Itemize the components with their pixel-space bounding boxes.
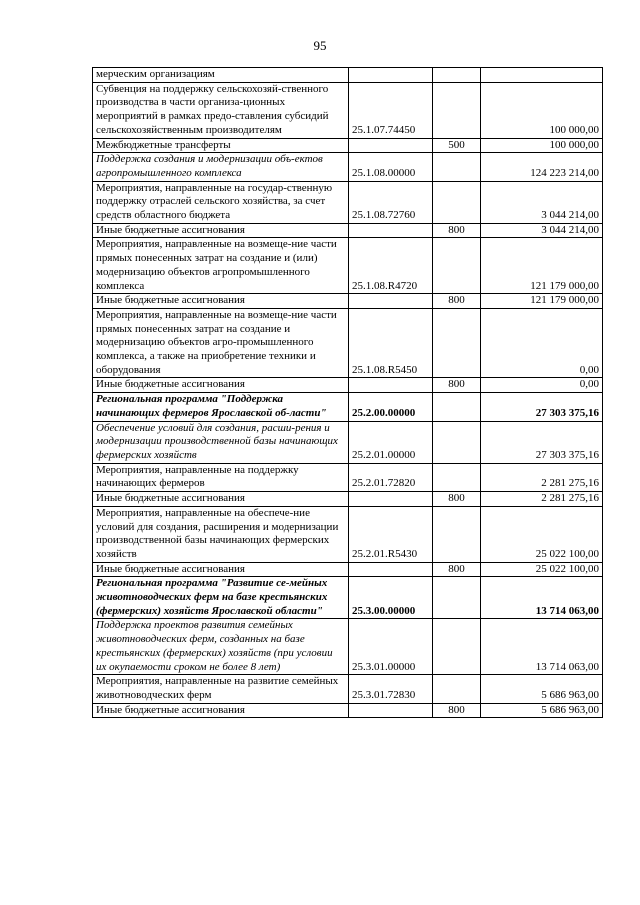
- target-code-cell: 25.1.08.72760: [349, 181, 433, 223]
- table-row: [93, 619, 603, 675]
- amount-cell: 0,00: [481, 308, 603, 378]
- expense-type-cell: 800: [433, 223, 481, 238]
- expense-type-cell: [433, 308, 481, 378]
- amount-cell: 3 044 214,00: [481, 223, 603, 238]
- target-code-cell: 25.3.01.72830: [349, 675, 433, 703]
- amount-cell: 100 000,00: [481, 138, 603, 153]
- item-name-cell: Мероприятия, направленные на государ-ственную поддержку отраслей сельского хозяйства, за счет средств областного бюджета: [93, 181, 349, 223]
- target-code-cell: [349, 68, 433, 83]
- table-row: [93, 68, 603, 83]
- amount-cell: [481, 68, 603, 83]
- table-row: [93, 223, 603, 238]
- amount-cell: 100 000,00: [481, 82, 603, 138]
- table-row: [93, 82, 603, 138]
- item-name-cell: Иные бюджетные ассигнования: [93, 378, 349, 393]
- item-name-cell: Мероприятия, направленные на возмеще-ние части прямых понесенных затрат на создание и модернизацию объектов агро-промышленного комплекса, а также на приобретение техники и оборудования: [93, 308, 349, 378]
- amount-cell: 25 022 100,00: [481, 562, 603, 577]
- amount-cell: 121 179 000,00: [481, 294, 603, 309]
- item-name-cell: Мероприятия, направленные на обеспече-ние условий для создания, расширения и модернизации производственной базы начинающих фермерских хозяйств: [93, 506, 349, 562]
- table-row: [93, 294, 603, 309]
- item-name-cell: Поддержка проектов развития семейных животноводческих ферм, созданных на базе крестьянских (фермерских) хозяйств (при условии их окупаемости сроком не более 8 лет): [93, 619, 349, 675]
- amount-cell: 25 022 100,00: [481, 506, 603, 562]
- table-row: [93, 577, 603, 619]
- target-code-cell: [349, 492, 433, 507]
- table-row: [93, 463, 603, 491]
- table-row: [93, 506, 603, 562]
- target-code-cell: [349, 138, 433, 153]
- amount-cell: 121 179 000,00: [481, 238, 603, 294]
- item-name-cell: Иные бюджетные ассигнования: [93, 562, 349, 577]
- table-row: [93, 308, 603, 378]
- table-row: [93, 675, 603, 703]
- target-code-cell: 25.2.01.72820: [349, 463, 433, 491]
- target-code-cell: 25.3.01.00000: [349, 619, 433, 675]
- table-row: [93, 393, 603, 421]
- amount-cell: 0,00: [481, 378, 603, 393]
- target-code-cell: 25.2.01.R5430: [349, 506, 433, 562]
- expense-type-cell: 800: [433, 492, 481, 507]
- item-name-cell: Иные бюджетные ассигнования: [93, 492, 349, 507]
- budget-table-body: [93, 68, 603, 718]
- amount-cell: 124 223 214,00: [481, 153, 603, 181]
- budget-table: [92, 67, 603, 718]
- target-code-cell: [349, 562, 433, 577]
- amount-cell: 13 714 063,00: [481, 619, 603, 675]
- amount-cell: 27 303 375,16: [481, 393, 603, 421]
- item-name-cell: Межбюджетные трансферты: [93, 138, 349, 153]
- target-code-cell: 25.1.07.74450: [349, 82, 433, 138]
- expense-type-cell: 800: [433, 703, 481, 718]
- amount-cell: 2 281 275,16: [481, 463, 603, 491]
- expense-type-cell: 800: [433, 294, 481, 309]
- page-number: 95: [313, 38, 327, 53]
- expense-type-cell: [433, 619, 481, 675]
- item-name-cell: Мероприятия, направленные на развитие семейных животноводческих ферм: [93, 675, 349, 703]
- amount-cell: 5 686 963,00: [481, 675, 603, 703]
- expense-type-cell: [433, 675, 481, 703]
- target-code-cell: 25.1.08.00000: [349, 153, 433, 181]
- target-code-cell: [349, 223, 433, 238]
- table-row: [93, 421, 603, 463]
- expense-type-cell: [433, 238, 481, 294]
- item-name-cell: Иные бюджетные ассигнования: [93, 223, 349, 238]
- amount-cell: 2 281 275,16: [481, 492, 603, 507]
- expense-type-cell: 500: [433, 138, 481, 153]
- target-code-cell: 25.2.00.00000: [349, 393, 433, 421]
- expense-type-cell: [433, 68, 481, 83]
- item-name-cell: Обеспечение условий для создания, расши-рения и модернизации производственной базы начинающих фермерских хозяйств: [93, 421, 349, 463]
- item-name-cell: Иные бюджетные ассигнования: [93, 294, 349, 309]
- expense-type-cell: [433, 82, 481, 138]
- target-code-cell: [349, 378, 433, 393]
- table-row: [93, 562, 603, 577]
- item-name-cell: Поддержка создания и модернизации объ-ектов агропромышленного комплекса: [93, 153, 349, 181]
- target-code-cell: 25.2.01.00000: [349, 421, 433, 463]
- expense-type-cell: [433, 181, 481, 223]
- expense-type-cell: [433, 463, 481, 491]
- item-name-cell: Субвенция на поддержку сельскохозяй-ственного производства в части организа-ционных мероприятий в рамках предо-ставления субсидий сельскохозяйственным производителям: [93, 82, 349, 138]
- amount-cell: 3 044 214,00: [481, 181, 603, 223]
- table-row: [93, 378, 603, 393]
- target-code-cell: 25.1.08.R4720: [349, 238, 433, 294]
- expense-type-cell: [433, 393, 481, 421]
- item-name-cell: мерческим организациям: [93, 68, 349, 83]
- target-code-cell: [349, 294, 433, 309]
- expense-type-cell: [433, 421, 481, 463]
- expense-type-cell: 800: [433, 562, 481, 577]
- item-name-cell: Мероприятия, направленные на возмеще-ние части прямых понесенных затрат на создание и (или) модернизацию объектов агропромышленного комплекса: [93, 238, 349, 294]
- item-name-cell: Мероприятия, направленные на поддержку начинающих фермеров: [93, 463, 349, 491]
- table-row: [93, 138, 603, 153]
- table-row: [93, 181, 603, 223]
- item-name-cell: Региональная программа "Развитие се-мейных животноводческих ферм на базе крестьянских (фермерских) хозяйств Ярославской области": [93, 577, 349, 619]
- table-row: [93, 238, 603, 294]
- table-row: [93, 703, 603, 718]
- table-row: [93, 492, 603, 507]
- expense-type-cell: [433, 153, 481, 181]
- target-code-cell: 25.1.08.R5450: [349, 308, 433, 378]
- expense-type-cell: [433, 506, 481, 562]
- amount-cell: 13 714 063,00: [481, 577, 603, 619]
- amount-cell: 5 686 963,00: [481, 703, 603, 718]
- amount-cell: 27 303 375,16: [481, 421, 603, 463]
- target-code-cell: 25.3.00.00000: [349, 577, 433, 619]
- expense-type-cell: 800: [433, 378, 481, 393]
- target-code-cell: [349, 703, 433, 718]
- table-row: [93, 153, 603, 181]
- expense-type-cell: [433, 577, 481, 619]
- item-name-cell: Иные бюджетные ассигнования: [93, 703, 349, 718]
- item-name-cell: Региональная программа "Поддержка начинающих фермеров Ярославской об-ласти": [93, 393, 349, 421]
